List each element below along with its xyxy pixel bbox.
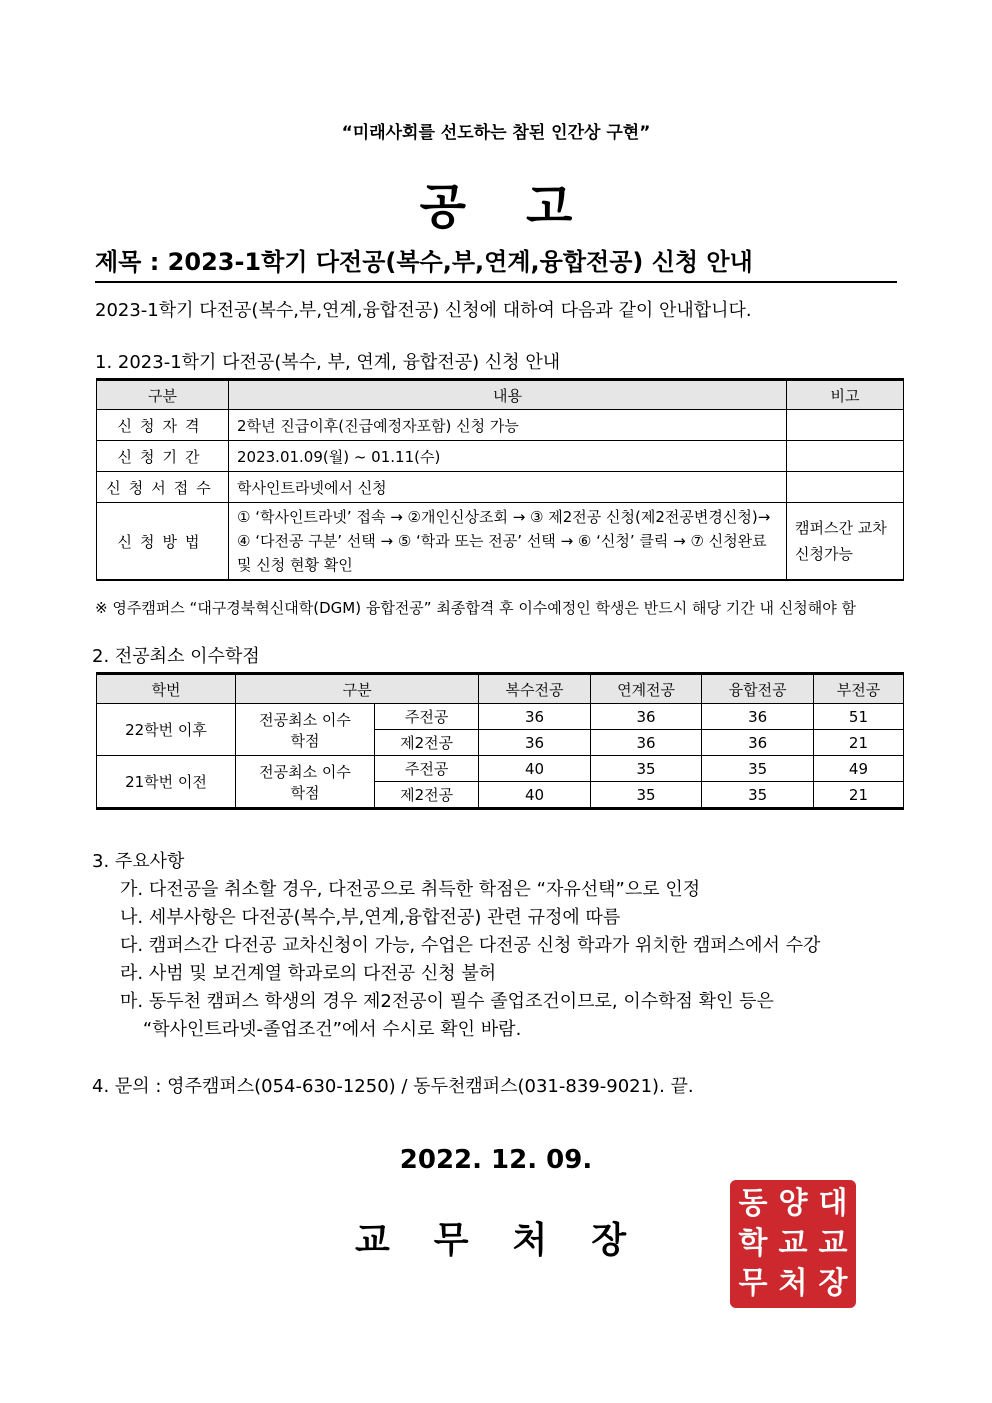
footnote: ※ 영주캠퍼스 “대구경북혁신대학(DGM) 융합전공” 최종합격 후 이수예정인 학생은 반드시 해당 기간 내 신청해야 함 <box>95 599 856 617</box>
official-seal-image <box>730 1180 856 1308</box>
type-cell: 주전공 <box>375 704 479 730</box>
intro-text: 2023-1학기 다전공(복수,부,연계,융합전공) 신청에 대하여 다음과 같이 안내합니다. <box>95 300 752 321</box>
header-cell: 부전공 <box>813 674 903 704</box>
row-note <box>787 441 904 472</box>
table-row <box>97 756 904 782</box>
seal-glyph: 무 <box>738 1266 768 1301</box>
section3-title: 3. 주요사항 <box>92 851 185 872</box>
row-note: 캠퍼스간 교차신청가능 <box>787 503 904 581</box>
table-row <box>97 472 904 503</box>
value-cell: 51 <box>813 704 903 730</box>
list-item: “학사인트라넷-졸업조건”에서 수시로 확인 바람. <box>120 1019 522 1040</box>
row-note <box>787 410 904 441</box>
seal-glyph: 교 <box>778 1226 808 1261</box>
value-cell: 36 <box>479 730 591 756</box>
section3 <box>92 848 820 1044</box>
value-cell: 36 <box>702 704 814 730</box>
value-cell: 49 <box>813 756 903 782</box>
seal-glyph: 양 <box>778 1186 808 1221</box>
application-info-table <box>96 378 904 581</box>
list-item: 가. 다전공을 취소할 경우, 다전공으로 취득한 학점은 “자유선택”으로 인정 <box>120 879 701 900</box>
list-item: 다. 캠퍼스간 다전공 교차신청이 가능, 수업은 다전공 신청 학과가 위치한 캠퍼스에서 수강 <box>120 935 821 956</box>
category-cell: 전공최소 이수학점 <box>236 704 375 756</box>
row-content: 2023.01.09(월) ~ 01.11(수) <box>229 441 787 472</box>
value-cell: 40 <box>479 782 591 809</box>
table-header-row <box>97 380 904 410</box>
table-row <box>97 441 904 472</box>
subject-line: 제목 : 2023-1학기 다전공(복수,부,연계,융합전공) 신청 안내 <box>95 242 897 283</box>
type-cell: 주전공 <box>375 756 479 782</box>
cohort-cell: 21학번 이전 <box>97 756 236 809</box>
seal-glyph: 학 <box>738 1226 768 1261</box>
row-content: 2학년 진급이후(진급예정자포함) 신청 가능 <box>229 410 787 441</box>
value-cell: 35 <box>590 756 702 782</box>
value-cell: 36 <box>479 704 591 730</box>
value-cell: 36 <box>590 704 702 730</box>
list-item: 마. 동두천 캠퍼스 학생의 경우 제2전공이 필수 졸업조건이므로, 이수학점 확인 등은 <box>120 991 774 1012</box>
table-header-row <box>97 674 904 704</box>
value-cell: 21 <box>813 782 903 809</box>
header-cell: 구분 <box>236 674 479 704</box>
header-cell: 내용 <box>229 380 787 410</box>
cohort-cell: 22학번 이후 <box>97 704 236 756</box>
row-note <box>787 472 904 503</box>
contact-info: 4. 문의 : 영주캠퍼스(054-630-1250) / 동두천캠퍼스(031-839-9021). 끝. <box>92 1076 694 1097</box>
seal-glyph: 대 <box>818 1186 848 1221</box>
row-label: 신청자격 <box>97 410 229 441</box>
section2-title: 2. 전공최소 이수학점 <box>92 646 260 667</box>
table-row <box>97 410 904 441</box>
value-cell: 21 <box>813 730 903 756</box>
page-title: 공고 <box>419 179 633 235</box>
category-cell: 전공최소 이수학점 <box>236 756 375 809</box>
header-cell: 학번 <box>97 674 236 704</box>
type-cell: 제2전공 <box>375 782 479 809</box>
value-cell: 36 <box>702 730 814 756</box>
row-label: 신청방법 <box>97 503 229 581</box>
value-cell: 40 <box>479 756 591 782</box>
seal-glyph: 장 <box>818 1266 848 1301</box>
table-row <box>97 704 904 730</box>
row-content: 학사인트라넷에서 신청 <box>229 472 787 503</box>
list-item: 나. 세부사항은 다전공(복수,부,연계,융합전공) 관련 규정에 따름 <box>120 907 621 928</box>
value-cell: 35 <box>590 782 702 809</box>
seal-glyph: 교 <box>818 1226 848 1261</box>
value-cell: 35 <box>702 782 814 809</box>
header-cell: 복수전공 <box>479 674 591 704</box>
credits-table <box>96 672 904 810</box>
issue-date: 2022. 12. 09. <box>399 1145 593 1175</box>
signer: 교무처장 <box>355 1220 671 1261</box>
seal-glyph: 동 <box>738 1186 768 1221</box>
value-cell: 35 <box>702 756 814 782</box>
value-cell: 36 <box>590 730 702 756</box>
header-cell: 융합전공 <box>702 674 814 704</box>
table-row <box>97 503 904 581</box>
row-label: 신청서접수 <box>97 472 229 503</box>
type-cell: 제2전공 <box>375 730 479 756</box>
header-cell: 비고 <box>787 380 904 410</box>
header-cell: 구분 <box>97 380 229 410</box>
list-item: 라. 사범 및 보건계열 학과로의 다전공 신청 불허 <box>120 963 497 984</box>
seal-glyph: 처 <box>778 1266 808 1301</box>
slogan: “미래사회를 선도하는 참된 인간상 구현” <box>341 123 651 143</box>
row-content: ① ‘학사인트라넷’ 접속 → ②개인신상조회 → ③ 제2전공 신청(제2전공변경신청)→ ④ ‘다전공 구분’ 선택 → ⑤ ‘학과 또는 전공’ 선택 → ⑥ ‘신청’ 클릭 → ⑦ 신청완료 및 신청 현황 확인 <box>229 503 787 581</box>
header-cell: 연계전공 <box>590 674 702 704</box>
row-label: 신청기간 <box>97 441 229 472</box>
section1-title: 1. 2023-1학기 다전공(복수, 부, 연계, 융합전공) 신청 안내 <box>95 352 561 373</box>
